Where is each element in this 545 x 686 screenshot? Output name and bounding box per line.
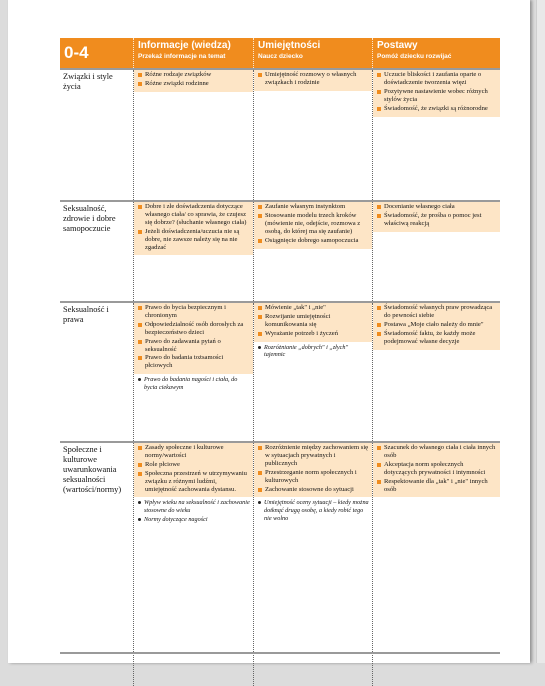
list-item-text: Rozróżnienie między zachowaniem się w sytuacjach prywatnych i publicznych (265, 444, 369, 467)
table-row (60, 441, 500, 686)
list-item-text: Respektowanie dla „tak" i „nie" innych osób (384, 477, 488, 493)
note-item (258, 344, 369, 359)
square-bullet-icon (258, 205, 262, 209)
list-item (138, 228, 250, 252)
list-item-text: Zasady społeczne i kulturowe normy/wartości (145, 444, 224, 459)
attitudes-cell (372, 443, 500, 686)
list-item-text: Uczucie bliskości i zaufania oparte o doświadczenie tworzenia więzi (384, 71, 482, 86)
list-item-text: Osiągnięcie dobrego samopoczucia (265, 236, 359, 244)
age-label: 0-4 (64, 43, 89, 62)
skills-cell (253, 70, 372, 200)
skills-notes (254, 342, 372, 359)
list-item-text: Społeczna przestrzeń w utrzymywaniu związku z różnymi ludźmi, umiejętność zachowania dystansu. (145, 469, 247, 493)
square-bullet-icon (258, 239, 262, 243)
square-bullet-icon (138, 463, 142, 467)
dot-bullet-icon (258, 346, 261, 349)
list-item (138, 338, 250, 354)
list-item-text: Mówienie „tak" i „nie" (265, 304, 326, 311)
info-notes (134, 497, 253, 523)
row-category: Związki i style życia (63, 72, 113, 91)
header-attitudes (372, 38, 500, 68)
note-item (138, 499, 250, 514)
list-item (377, 88, 497, 104)
list-item (138, 203, 250, 227)
list-item (138, 321, 250, 337)
list-item-text: Szacunek do własnego ciała i ciała innych osób (384, 444, 496, 459)
square-bullet-icon (258, 446, 262, 450)
square-bullet-icon (258, 315, 262, 319)
list-item (138, 470, 250, 494)
table-row (60, 200, 500, 301)
list-item-text: Prawo do badania tożsamości płciowych (145, 354, 224, 370)
list-item (377, 212, 497, 228)
square-bullet-icon (138, 340, 142, 344)
table-header (60, 38, 500, 68)
info-cell (133, 443, 253, 686)
note-text: Rozróżnianie „dobrych" i „złych" tajemnic (264, 343, 349, 359)
square-bullet-icon (377, 205, 381, 209)
skills-bullets (254, 443, 372, 497)
list-item (258, 313, 369, 329)
list-item-text: Przestrzeganie norm społecznych i kulturowych (265, 468, 357, 484)
list-item (377, 461, 497, 477)
info-notes (134, 374, 253, 391)
list-item-text: Docenianie własnego ciała (384, 203, 455, 210)
note-item (138, 516, 250, 524)
info-bullets (134, 443, 253, 497)
row-category: Seksualność i prawa (63, 305, 109, 324)
row-category: Społeczne i kulturowe uwarunkowania seksualności (wartości/normy) (63, 445, 122, 494)
table-bottom-rule (60, 652, 500, 654)
list-item-text: Stosowanie modelu trzech kroków (mówienie nie, odejście, rozmowa z osobą, do której ma się zaufanie) (265, 211, 361, 235)
header-skills-subtitle: Naucz dziecko (258, 53, 303, 60)
dot-bullet-icon (138, 501, 141, 504)
square-bullet-icon (258, 488, 262, 492)
square-bullet-icon (138, 205, 142, 209)
window-edge (536, 0, 545, 663)
header-attitudes-subtitle: Pomóż dziecku rozwijać (377, 53, 452, 60)
square-bullet-icon (258, 214, 262, 218)
attitudes-cell (372, 303, 500, 441)
list-item-text: Akceptacja norm społecznych dotyczących prywatności i intymności (384, 460, 486, 476)
list-item (258, 212, 369, 236)
list-item-text: Różne związki rodzinne (145, 79, 209, 87)
list-item-text: Role płciowe (145, 460, 180, 468)
list-item (377, 321, 497, 329)
square-bullet-icon (377, 332, 381, 336)
square-bullet-icon (138, 73, 142, 77)
header-info (133, 38, 253, 68)
list-item (377, 105, 497, 113)
note-text: Wpływ wieku na seksualność i zachowanie stosowne do wieku (144, 499, 250, 515)
list-item (258, 330, 369, 338)
attitudes-cell (372, 202, 500, 301)
square-bullet-icon (258, 471, 262, 475)
square-bullet-icon (377, 306, 381, 310)
square-bullet-icon (377, 480, 381, 484)
list-item (138, 461, 250, 469)
list-item (138, 354, 250, 370)
square-bullet-icon (138, 472, 142, 476)
square-bullet-icon (258, 306, 262, 310)
list-item-text: Umiejętność rozmowy o własnych związkach i rodzinie (265, 71, 357, 86)
info-cell (133, 70, 253, 200)
list-item (258, 237, 369, 245)
attitudes-bullets (373, 202, 500, 232)
list-item-text: Pozytywne nastawienie wobec różnych stylów życia (384, 87, 488, 103)
square-bullet-icon (258, 73, 262, 77)
list-item (258, 486, 369, 494)
square-bullet-icon (377, 90, 381, 94)
document-page (8, 0, 530, 663)
note-text: Normy dotyczące nagości (144, 515, 208, 523)
dot-bullet-icon (258, 501, 261, 504)
skills-cell (253, 202, 372, 301)
square-bullet-icon (377, 73, 381, 77)
info-bullets (134, 70, 253, 92)
list-item (138, 71, 250, 79)
row-category: Seksualność, zdrowie i dobre samopoczucie (63, 204, 116, 233)
table-body (60, 68, 500, 686)
square-bullet-icon (377, 107, 381, 111)
curriculum-table (60, 38, 500, 686)
list-item-text: Jeżeli doświadczenia/uczucia nie są dobre, nie zawsze należy się na nie zgadzać (145, 227, 240, 251)
note-item (258, 499, 369, 522)
list-item (138, 444, 250, 460)
info-bullets (134, 202, 253, 255)
attitudes-cell (372, 70, 500, 200)
skills-bullets (254, 70, 372, 91)
dot-bullet-icon (138, 378, 141, 381)
skills-notes (254, 497, 372, 522)
square-bullet-icon (377, 463, 381, 467)
table-row (60, 301, 500, 441)
attitudes-bullets (373, 70, 500, 117)
list-item (377, 478, 497, 494)
header-info-title: Informacje (wiedza) (138, 40, 231, 51)
square-bullet-icon (138, 82, 142, 86)
square-bullet-icon (258, 332, 262, 336)
square-bullet-icon (138, 356, 142, 360)
list-item-text: Prawo do bycia bezpiecznym i chronionym (145, 304, 226, 319)
square-bullet-icon (377, 446, 381, 450)
list-item-text: Świadomość, że związki są różnorodne (384, 104, 488, 112)
header-skills (253, 38, 372, 68)
list-item (258, 469, 369, 485)
skills-cell (253, 443, 372, 686)
skills-bullets (254, 202, 372, 249)
skills-bullets (254, 303, 372, 342)
list-item (377, 71, 497, 87)
info-bullets (134, 303, 253, 374)
square-bullet-icon (138, 323, 142, 327)
square-bullet-icon (138, 230, 142, 234)
list-item (377, 330, 497, 346)
info-cell (133, 202, 253, 301)
dot-bullet-icon (138, 518, 141, 521)
square-bullet-icon (377, 214, 381, 218)
attitudes-bullets (373, 303, 500, 350)
list-item (377, 444, 497, 460)
list-item (138, 304, 250, 320)
skills-cell (253, 303, 372, 441)
list-item (258, 444, 369, 468)
list-item-text: Rozwijanie umiejętności komunikowania się (265, 312, 331, 328)
list-item-text: Świadomość własnych praw prowadząca do pewności siebie (384, 304, 493, 319)
list-item (377, 203, 497, 211)
list-item-text: Postawa „Moje ciało należy do mnie" (384, 320, 484, 328)
header-info-subtitle: Przekaż informacje na temat (138, 53, 226, 60)
list-item-text: Dobre i złe doświadczenia dotyczące własnego ciała/ co sprawia, że czujesz się dobrze? (słuchanie własnego ciała) (145, 203, 247, 226)
list-item-text: Zaufanie własnym instynktom (265, 203, 346, 210)
info-cell (133, 303, 253, 441)
list-item-text: Świadomość, że prośba o pomoc jest właściwą reakcją (384, 211, 482, 227)
attitudes-bullets (373, 443, 500, 497)
list-item-text: Odpowiedzialność osób dorosłych za bezpieczeństwo dzieci (145, 320, 244, 336)
list-item (377, 304, 497, 320)
list-item-text: Różne rodzaje związków (145, 71, 212, 78)
list-item-text: Świadomość faktu, że każdy może podejmować własne decyzje (384, 329, 476, 345)
list-item (138, 80, 250, 88)
header-attitudes-title: Postawy (377, 40, 418, 51)
list-item (258, 203, 369, 211)
list-item-text: Zachowanie stosowne do sytuacji (265, 485, 354, 493)
header-skills-title: Umiejętności (258, 40, 321, 51)
note-item (138, 376, 250, 391)
list-item (258, 71, 369, 87)
list-item-text: Wyrażanie potrzeb i życzeń (265, 329, 339, 337)
note-text: Umiejętność oceny sytuacji – kiedy można dotknąć drugą osobę, a kiedy robić tego nie wolno (264, 499, 369, 522)
note-text: Prawo do badania nagości i ciała, do bycia ciekawym (144, 376, 238, 391)
list-item-text: Prawo do zadawania pytań o seksualność (145, 337, 221, 353)
square-bullet-icon (138, 306, 142, 310)
square-bullet-icon (138, 446, 142, 450)
table-row (60, 68, 500, 200)
list-item (258, 304, 369, 312)
square-bullet-icon (377, 323, 381, 327)
